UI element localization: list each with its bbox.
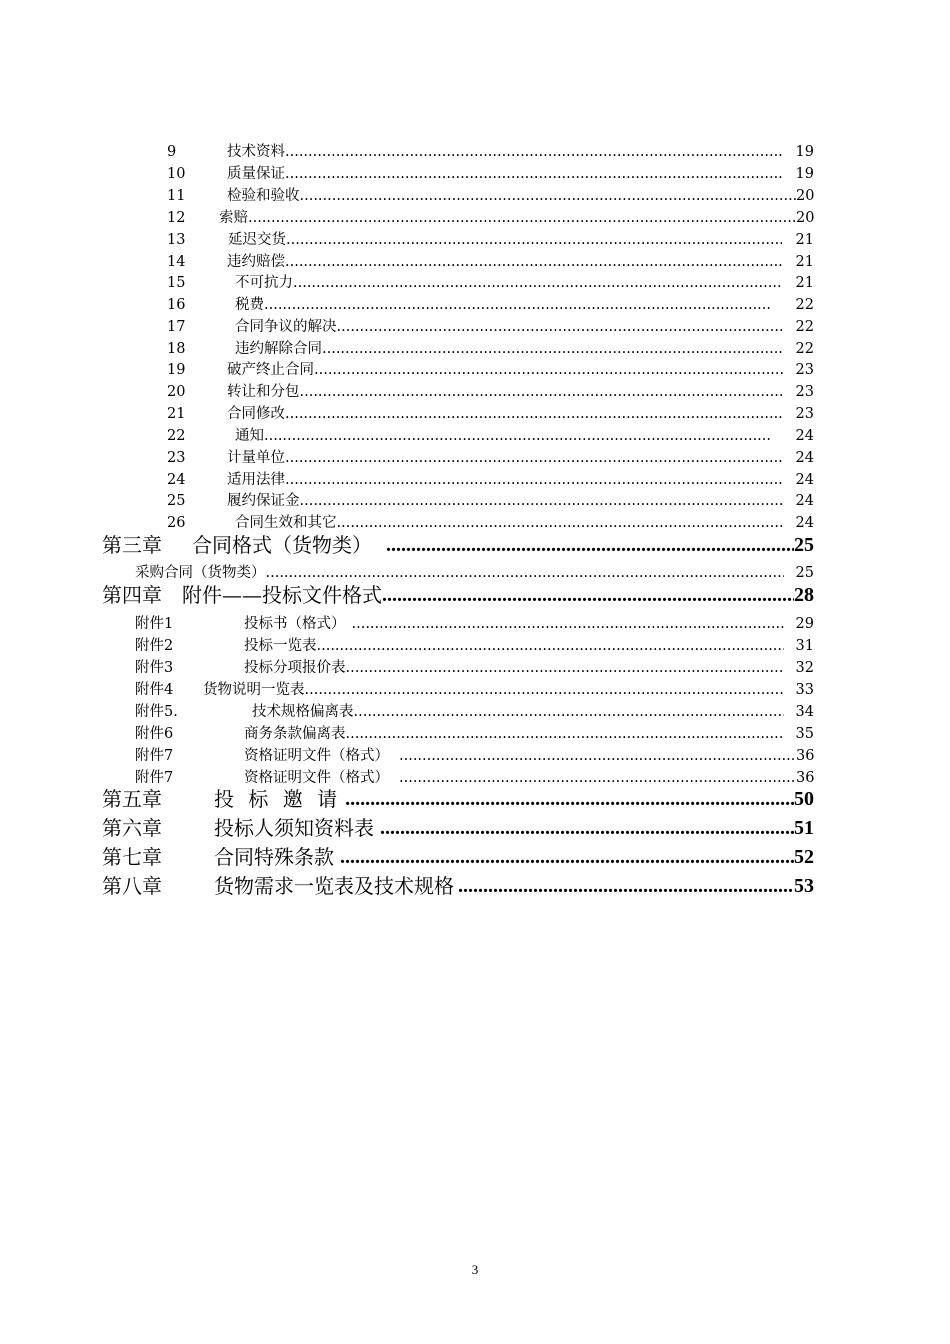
toc-entry-title: 合同修改 — [227, 406, 285, 422]
toc-chapter[interactable] — [102, 844, 814, 870]
toc-entry-page: 20 — [796, 210, 815, 226]
toc-entry[interactable] — [167, 209, 814, 227]
toc-leader — [399, 769, 796, 787]
toc-entry-page: 24 — [795, 428, 814, 444]
toc-entry[interactable] — [167, 449, 814, 467]
toc-chapter-number: 第五章 — [102, 787, 162, 811]
toc-entry-page: 36 — [796, 748, 815, 764]
toc-entry-page: 36 — [796, 770, 815, 786]
toc-leader — [352, 615, 785, 633]
toc-entry-title: 违约解除合同 — [235, 341, 322, 357]
toc-entry-page: 24 — [795, 450, 814, 466]
toc-entry-number: 19 — [167, 362, 186, 378]
toc-entry-number: 16 — [167, 297, 186, 313]
toc-entry[interactable] — [167, 514, 814, 532]
toc-entry-title: 技术资料 — [227, 144, 285, 160]
toc-entry[interactable] — [135, 703, 814, 721]
toc-chapter-title: 投 标 邀 请 — [214, 787, 342, 811]
toc-chapter-page: 25 — [794, 534, 814, 556]
toc-entry-title: 索赔 — [219, 210, 248, 226]
toc-entry[interactable] — [167, 253, 814, 271]
toc-entry-title: 适用法律 — [227, 472, 285, 488]
toc-chapter-title: 投标人须知资料表 — [214, 816, 374, 840]
toc-entry-number: 附件2 — [135, 638, 174, 654]
toc-entry-number: 附件5. — [135, 704, 178, 720]
toc-entry-number: 附件7 — [135, 770, 174, 786]
toc-entry[interactable] — [135, 659, 814, 677]
toc-entry-page: 22 — [795, 297, 814, 313]
toc-entry-page: 19 — [795, 166, 814, 182]
toc-entry[interactable] — [135, 747, 814, 765]
toc-entry-number: 12 — [167, 210, 186, 226]
toc-entry[interactable] — [167, 143, 814, 161]
toc-entry-page: 31 — [795, 638, 814, 654]
toc-leader — [337, 318, 785, 336]
toc-entry[interactable] — [167, 383, 814, 401]
toc-leader — [285, 405, 784, 423]
toc-entry-title: 商务条款偏离表 — [244, 726, 346, 742]
toc-entry[interactable] — [135, 681, 814, 699]
toc-entry-number: 11 — [167, 188, 186, 204]
toc-entry-title: 计量单位 — [227, 450, 285, 466]
toc-chapter[interactable] — [102, 532, 814, 558]
toc-entry-title: 破产终止合同 — [227, 362, 314, 378]
toc-leader — [264, 296, 770, 314]
toc-leader — [314, 361, 784, 379]
toc-entry-number: 23 — [167, 450, 186, 466]
toc-leader — [248, 209, 796, 227]
toc-entry[interactable] — [135, 615, 814, 633]
toc-leader — [317, 637, 785, 655]
toc-leader — [458, 873, 794, 899]
toc-entry-number: 附件3 — [135, 660, 174, 676]
toc-leader — [354, 703, 785, 721]
toc-entry-number: 20 — [167, 384, 186, 400]
toc-entry-page: 23 — [795, 406, 814, 422]
toc-leader — [285, 471, 782, 489]
toc-chapter[interactable] — [102, 786, 814, 812]
toc-chapter[interactable] — [102, 582, 814, 608]
toc-chapter-page: 51 — [794, 817, 814, 839]
toc-entry-number: 附件7 — [135, 748, 174, 764]
toc-entry-title: 资格证明文件（格式） — [244, 770, 389, 786]
toc-entry-title: 不可抗力 — [235, 275, 293, 291]
toc-entry-title: 合同生效和其它 — [235, 515, 337, 531]
toc-entry[interactable] — [135, 637, 814, 655]
toc-entry-page: 24 — [795, 472, 814, 488]
toc-entry[interactable] — [167, 318, 814, 336]
toc-entry[interactable] — [167, 187, 814, 205]
toc-leader — [285, 143, 782, 161]
toc-entry-page: 23 — [795, 384, 814, 400]
toc-chapter[interactable] — [102, 815, 814, 841]
toc-leader — [382, 582, 794, 608]
toc-chapter-page: 50 — [794, 788, 814, 810]
toc-entry-title: 投标分项报价表 — [244, 660, 346, 676]
toc-chapter-number: 第六章 — [102, 816, 162, 840]
toc-entry[interactable] — [167, 340, 814, 358]
toc-entry[interactable] — [167, 296, 814, 314]
toc-entry[interactable] — [167, 274, 814, 292]
toc-entry-title: 合同争议的解决 — [235, 319, 337, 335]
toc-entry-page: 34 — [795, 704, 814, 720]
toc-leader — [305, 681, 785, 699]
toc-chapter-number: 第八章 — [102, 874, 162, 898]
toc-leader — [346, 659, 785, 677]
toc-chapter-number: 第三章 — [102, 533, 162, 557]
toc-entry-number: 21 — [167, 406, 186, 422]
toc-leader — [380, 815, 794, 841]
toc-leader — [340, 844, 794, 870]
toc-entry-title: 投标书（格式） — [244, 616, 346, 632]
toc-entry-page: 25 — [795, 565, 814, 581]
toc-entry-number: 26 — [167, 515, 186, 531]
toc-entry[interactable] — [167, 165, 814, 183]
toc-entry-number: 15 — [167, 275, 186, 291]
toc-entry-number: 14 — [167, 254, 186, 270]
toc-entry-title: 投标一览表 — [244, 638, 317, 654]
toc-entry-page: 35 — [795, 726, 814, 742]
toc-entry[interactable] — [135, 725, 814, 743]
toc-chapter-page: 52 — [794, 846, 814, 868]
toc-entry-page: 23 — [795, 362, 814, 378]
toc-entry-title: 履约保证金 — [227, 493, 300, 509]
toc-leader — [285, 449, 782, 467]
toc-entry[interactable] — [167, 231, 814, 249]
toc-entry-title: 通知 — [235, 428, 264, 444]
toc-entry-number: 24 — [167, 472, 186, 488]
toc-entry-title: 技术规格偏离表 — [252, 704, 354, 720]
toc-entry-title: 质量保证 — [227, 166, 285, 182]
toc-leader — [266, 564, 785, 582]
toc-entry-title: 转让和分包 — [227, 384, 300, 400]
toc-entry-page: 19 — [795, 144, 814, 160]
toc-leader — [285, 253, 782, 271]
toc-entry-number: 13 — [167, 232, 186, 248]
toc-entry[interactable] — [167, 492, 814, 510]
toc-entry-title: 采购合同（货物类） — [135, 565, 266, 581]
toc-leader — [399, 747, 796, 765]
toc-entry[interactable] — [167, 405, 814, 423]
toc-leader — [337, 514, 785, 532]
toc-entry[interactable] — [167, 361, 814, 379]
toc-entry-title: 货物说明一览表 — [203, 682, 305, 698]
toc-entry-number: 18 — [167, 341, 186, 357]
toc-chapter-number: 第四章 — [102, 583, 162, 607]
toc-entry-number: 10 — [167, 166, 186, 182]
toc-entry-number: 附件6 — [135, 726, 174, 742]
toc-entry[interactable] — [167, 427, 814, 445]
toc-chapter-number: 第七章 — [102, 845, 162, 869]
toc-entry[interactable] — [135, 564, 814, 582]
toc-entry-page: 24 — [795, 493, 814, 509]
toc-entry[interactable] — [135, 769, 814, 787]
toc-entry-page: 21 — [795, 254, 814, 270]
toc-chapter-title: 合同格式（货物类） — [192, 533, 372, 557]
toc-chapter-page: 28 — [794, 584, 814, 606]
toc-entry-page: 24 — [795, 515, 814, 531]
toc-leader — [286, 231, 782, 249]
toc-entry-number: 附件4 — [135, 682, 174, 698]
toc-entry-title: 违约赔偿 — [227, 254, 285, 270]
toc-leader — [322, 340, 784, 358]
toc-entry-page: 21 — [795, 275, 814, 291]
toc-entry[interactable] — [167, 471, 814, 489]
toc-leader — [300, 187, 797, 205]
toc-entry-title: 延迟交货 — [228, 232, 286, 248]
toc-leader — [285, 165, 782, 183]
toc-entry-number: 9 — [167, 144, 177, 160]
toc-chapter-title: 货物需求一览表及技术规格 — [214, 874, 454, 898]
toc-entry-page: 21 — [795, 232, 814, 248]
toc-chapter-title: 附件——投标文件格式 — [182, 583, 382, 607]
toc-entry-number: 17 — [167, 319, 186, 335]
toc-entry-title: 资格证明文件（格式） — [244, 748, 389, 764]
toc-leader — [346, 725, 785, 743]
toc-chapter-page: 53 — [794, 875, 814, 897]
toc-chapter-title: 合同特殊条款 — [214, 845, 334, 869]
toc-entry-number: 附件1 — [135, 616, 174, 632]
toc-entry-page: 22 — [795, 341, 814, 357]
toc-entry-title: 检验和验收 — [227, 188, 300, 204]
toc-entry-page: 22 — [795, 319, 814, 335]
toc-entry-page: 33 — [795, 682, 814, 698]
toc-leader — [300, 492, 785, 510]
toc-entry-title: 税费 — [235, 297, 264, 313]
toc-leader — [264, 427, 770, 445]
toc-entry-page: 29 — [795, 616, 814, 632]
toc-entry-number: 25 — [167, 493, 186, 509]
page-number: 3 — [471, 1262, 479, 1277]
toc-leader — [300, 383, 785, 401]
toc-entry-number: 22 — [167, 428, 186, 444]
toc-chapter[interactable] — [102, 873, 814, 899]
toc-leader — [293, 274, 782, 292]
toc-leader — [386, 532, 794, 558]
toc-entry-page: 20 — [796, 188, 815, 204]
toc-entry-page: 32 — [795, 660, 814, 676]
toc-leader — [345, 786, 794, 812]
